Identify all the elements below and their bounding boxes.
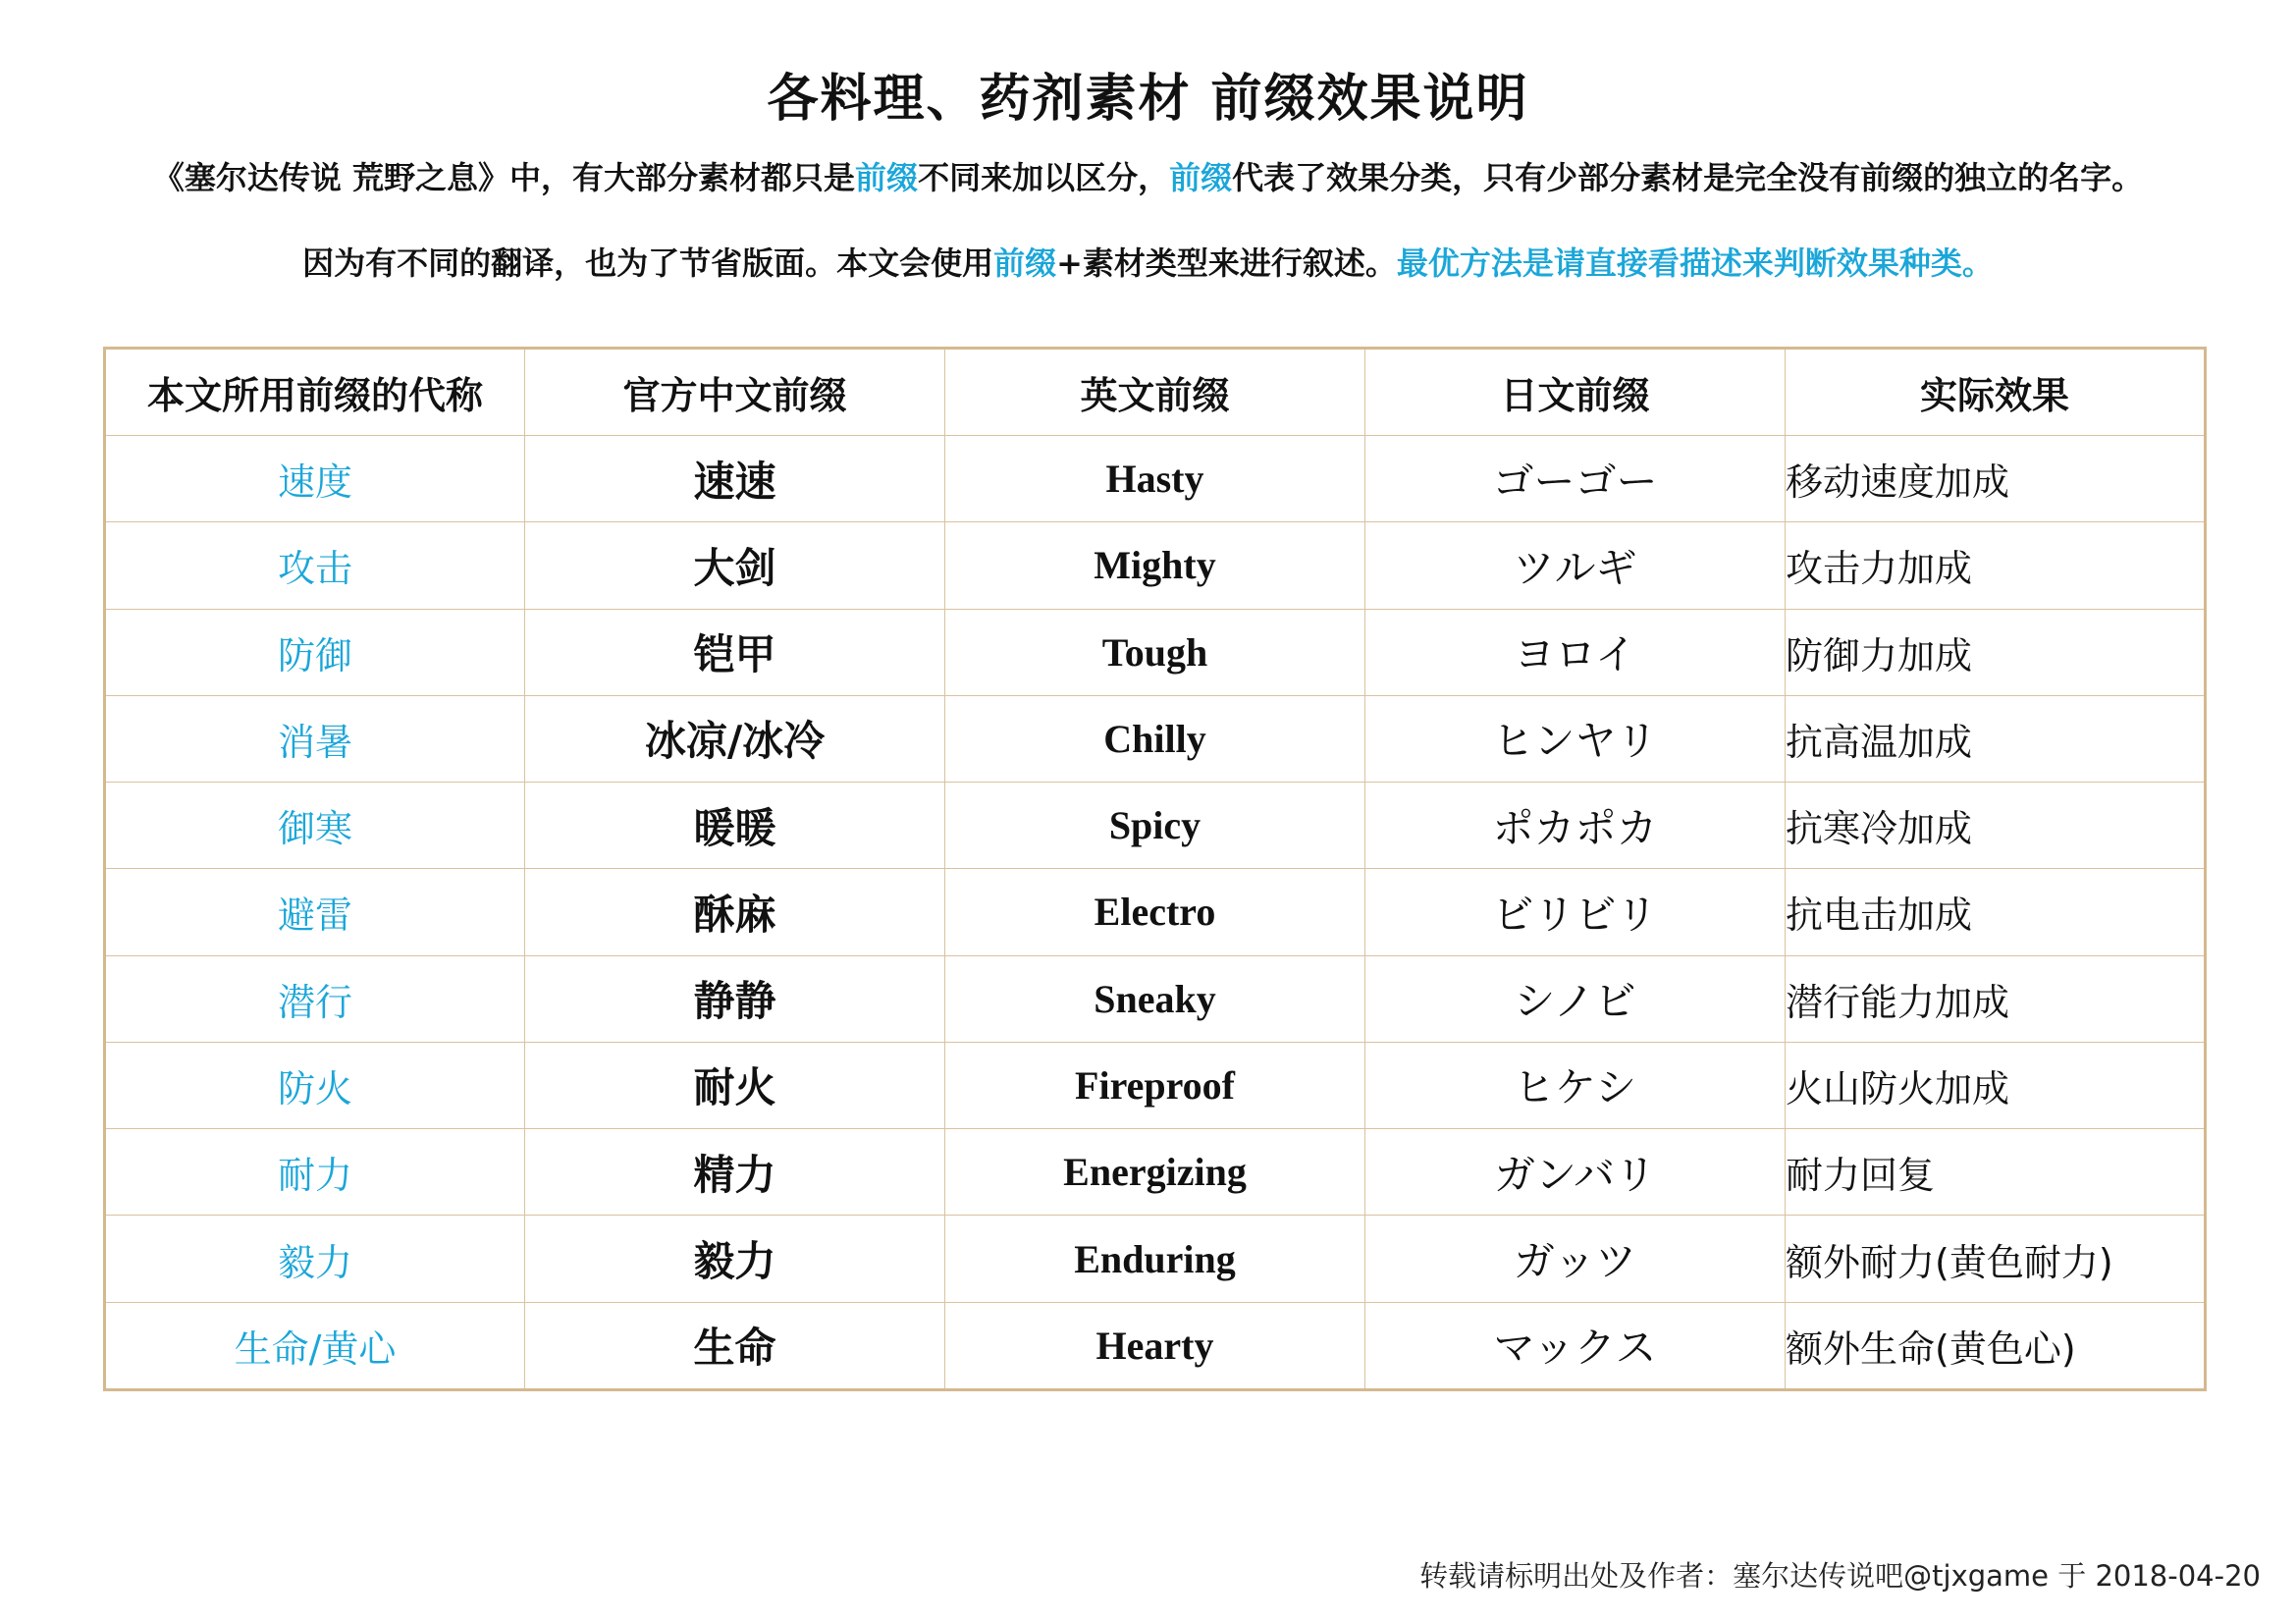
english-cell: Spicy (945, 783, 1365, 869)
alias-cell: 攻击 (105, 522, 525, 609)
effect-cell: 抗高温加成 (1786, 695, 2206, 782)
table-row (105, 1216, 2206, 1302)
official-cn-cell: 毅力 (525, 1216, 945, 1302)
header-alias: 本文所用前缀的代称 (105, 349, 525, 436)
table-row (105, 522, 2206, 609)
alias-cell: 防火 (105, 1042, 525, 1128)
alias-cell: 避雷 (105, 869, 525, 955)
english-cell: Mighty (945, 522, 1365, 609)
effect-cell: 移动速度加成 (1786, 436, 2206, 522)
intro-line-1-highlight-b: 前缀 (1169, 159, 1233, 196)
official-cn-cell: 暖暖 (525, 783, 945, 869)
footer-credit: 转载请标明出处及作者：塞尔达传说吧@tjxgame 于 2018-04-20 (1419, 1559, 2261, 1593)
japanese-cell: ポカポカ (1365, 783, 1786, 869)
table-row (105, 1042, 2206, 1128)
english-cell: Sneaky (945, 955, 1365, 1042)
intro-line-1-text-a: 《塞尔达传说 荒野之息》中，有大部分素材都只是 (152, 159, 856, 196)
intro-line-2-text-a: 因为有不同的翻译，也为了节省版面。本文会使用 (302, 244, 994, 282)
effect-cell: 火山防火加成 (1786, 1042, 2206, 1128)
intro-line-2-highlight-a: 前缀 (993, 244, 1057, 282)
alias-cell: 速度 (105, 436, 525, 522)
official-cn-cell: 冰凉/冰冷 (525, 695, 945, 782)
intro-line-1-text-b: 不同来加以区分， (918, 159, 1170, 196)
alias-cell: 毅力 (105, 1216, 525, 1302)
table-row (105, 955, 2206, 1042)
alias-cell: 防御 (105, 609, 525, 695)
official-cn-cell: 耐火 (525, 1042, 945, 1128)
effect-cell: 抗电击加成 (1786, 869, 2206, 955)
english-cell: Enduring (945, 1216, 1365, 1302)
japanese-cell: シノビ (1365, 955, 1786, 1042)
alias-cell: 耐力 (105, 1129, 525, 1216)
japanese-cell: ヒケシ (1365, 1042, 1786, 1128)
alias-cell: 生命/黄心 (105, 1302, 525, 1389)
page-title: 各料理、药剂素材 前缀效果说明 (767, 69, 1529, 129)
intro-line-2-text-b: +素材类型来进行叙述。 (1056, 244, 1397, 282)
alias-cell: 御寒 (105, 783, 525, 869)
effect-cell: 抗寒冷加成 (1786, 783, 2206, 869)
japanese-cell: ヨロイ (1365, 609, 1786, 695)
official-cn-cell: 铠甲 (525, 609, 945, 695)
header-english: 英文前缀 (945, 349, 1365, 436)
japanese-cell: ビリビリ (1365, 869, 1786, 955)
table-row (105, 1129, 2206, 1216)
table-row (105, 1302, 2206, 1389)
intro-line-1 (0, 153, 2296, 198)
alias-cell: 潜行 (105, 955, 525, 1042)
header-japanese: 日文前缀 (1365, 349, 1786, 436)
official-cn-cell: 精力 (525, 1129, 945, 1216)
prefix-table (103, 347, 2207, 1391)
official-cn-cell: 静静 (525, 955, 945, 1042)
english-cell: Hasty (945, 436, 1365, 522)
intro-line-1-text-c: 代表了效果分类，只有少部分素材是完全没有前缀的独立的名字。 (1232, 159, 2144, 196)
intro-line-2-highlight-b: 最优方法是请直接看描述来判断效果种类。 (1396, 244, 1994, 282)
table-row (105, 869, 2206, 955)
header-effect: 实际效果 (1786, 349, 2206, 436)
japanese-cell: マックス (1365, 1302, 1786, 1389)
english-cell: Hearty (945, 1302, 1365, 1389)
japanese-cell: ガッツ (1365, 1216, 1786, 1302)
english-cell: Energizing (945, 1129, 1365, 1216)
english-cell: Tough (945, 609, 1365, 695)
official-cn-cell: 大剑 (525, 522, 945, 609)
effect-cell: 潜行能力加成 (1786, 955, 2206, 1042)
table-row (105, 609, 2206, 695)
header-official-cn: 官方中文前缀 (525, 349, 945, 436)
table-header-row (105, 349, 2206, 436)
table-row (105, 783, 2206, 869)
japanese-cell: ヒンヤリ (1365, 695, 1786, 782)
table-row (105, 436, 2206, 522)
official-cn-cell: 生命 (525, 1302, 945, 1389)
english-cell: Electro (945, 869, 1365, 955)
effect-cell: 额外耐力(黄色耐力) (1786, 1216, 2206, 1302)
intro-line-1-highlight-a: 前缀 (855, 159, 919, 196)
english-cell: Fireproof (945, 1042, 1365, 1128)
alias-cell: 消暑 (105, 695, 525, 782)
japanese-cell: ゴーゴー (1365, 436, 1786, 522)
official-cn-cell: 速速 (525, 436, 945, 522)
effect-cell: 防御力加成 (1786, 609, 2206, 695)
effect-cell: 耐力回复 (1786, 1129, 2206, 1216)
official-cn-cell: 酥麻 (525, 869, 945, 955)
intro-line-2 (0, 239, 2296, 284)
effect-cell: 攻击力加成 (1786, 522, 2206, 609)
effect-cell: 额外生命(黄色心) (1786, 1302, 2206, 1389)
japanese-cell: ガンバリ (1365, 1129, 1786, 1216)
japanese-cell: ツルギ (1365, 522, 1786, 609)
table-row (105, 695, 2206, 782)
english-cell: Chilly (945, 695, 1365, 782)
